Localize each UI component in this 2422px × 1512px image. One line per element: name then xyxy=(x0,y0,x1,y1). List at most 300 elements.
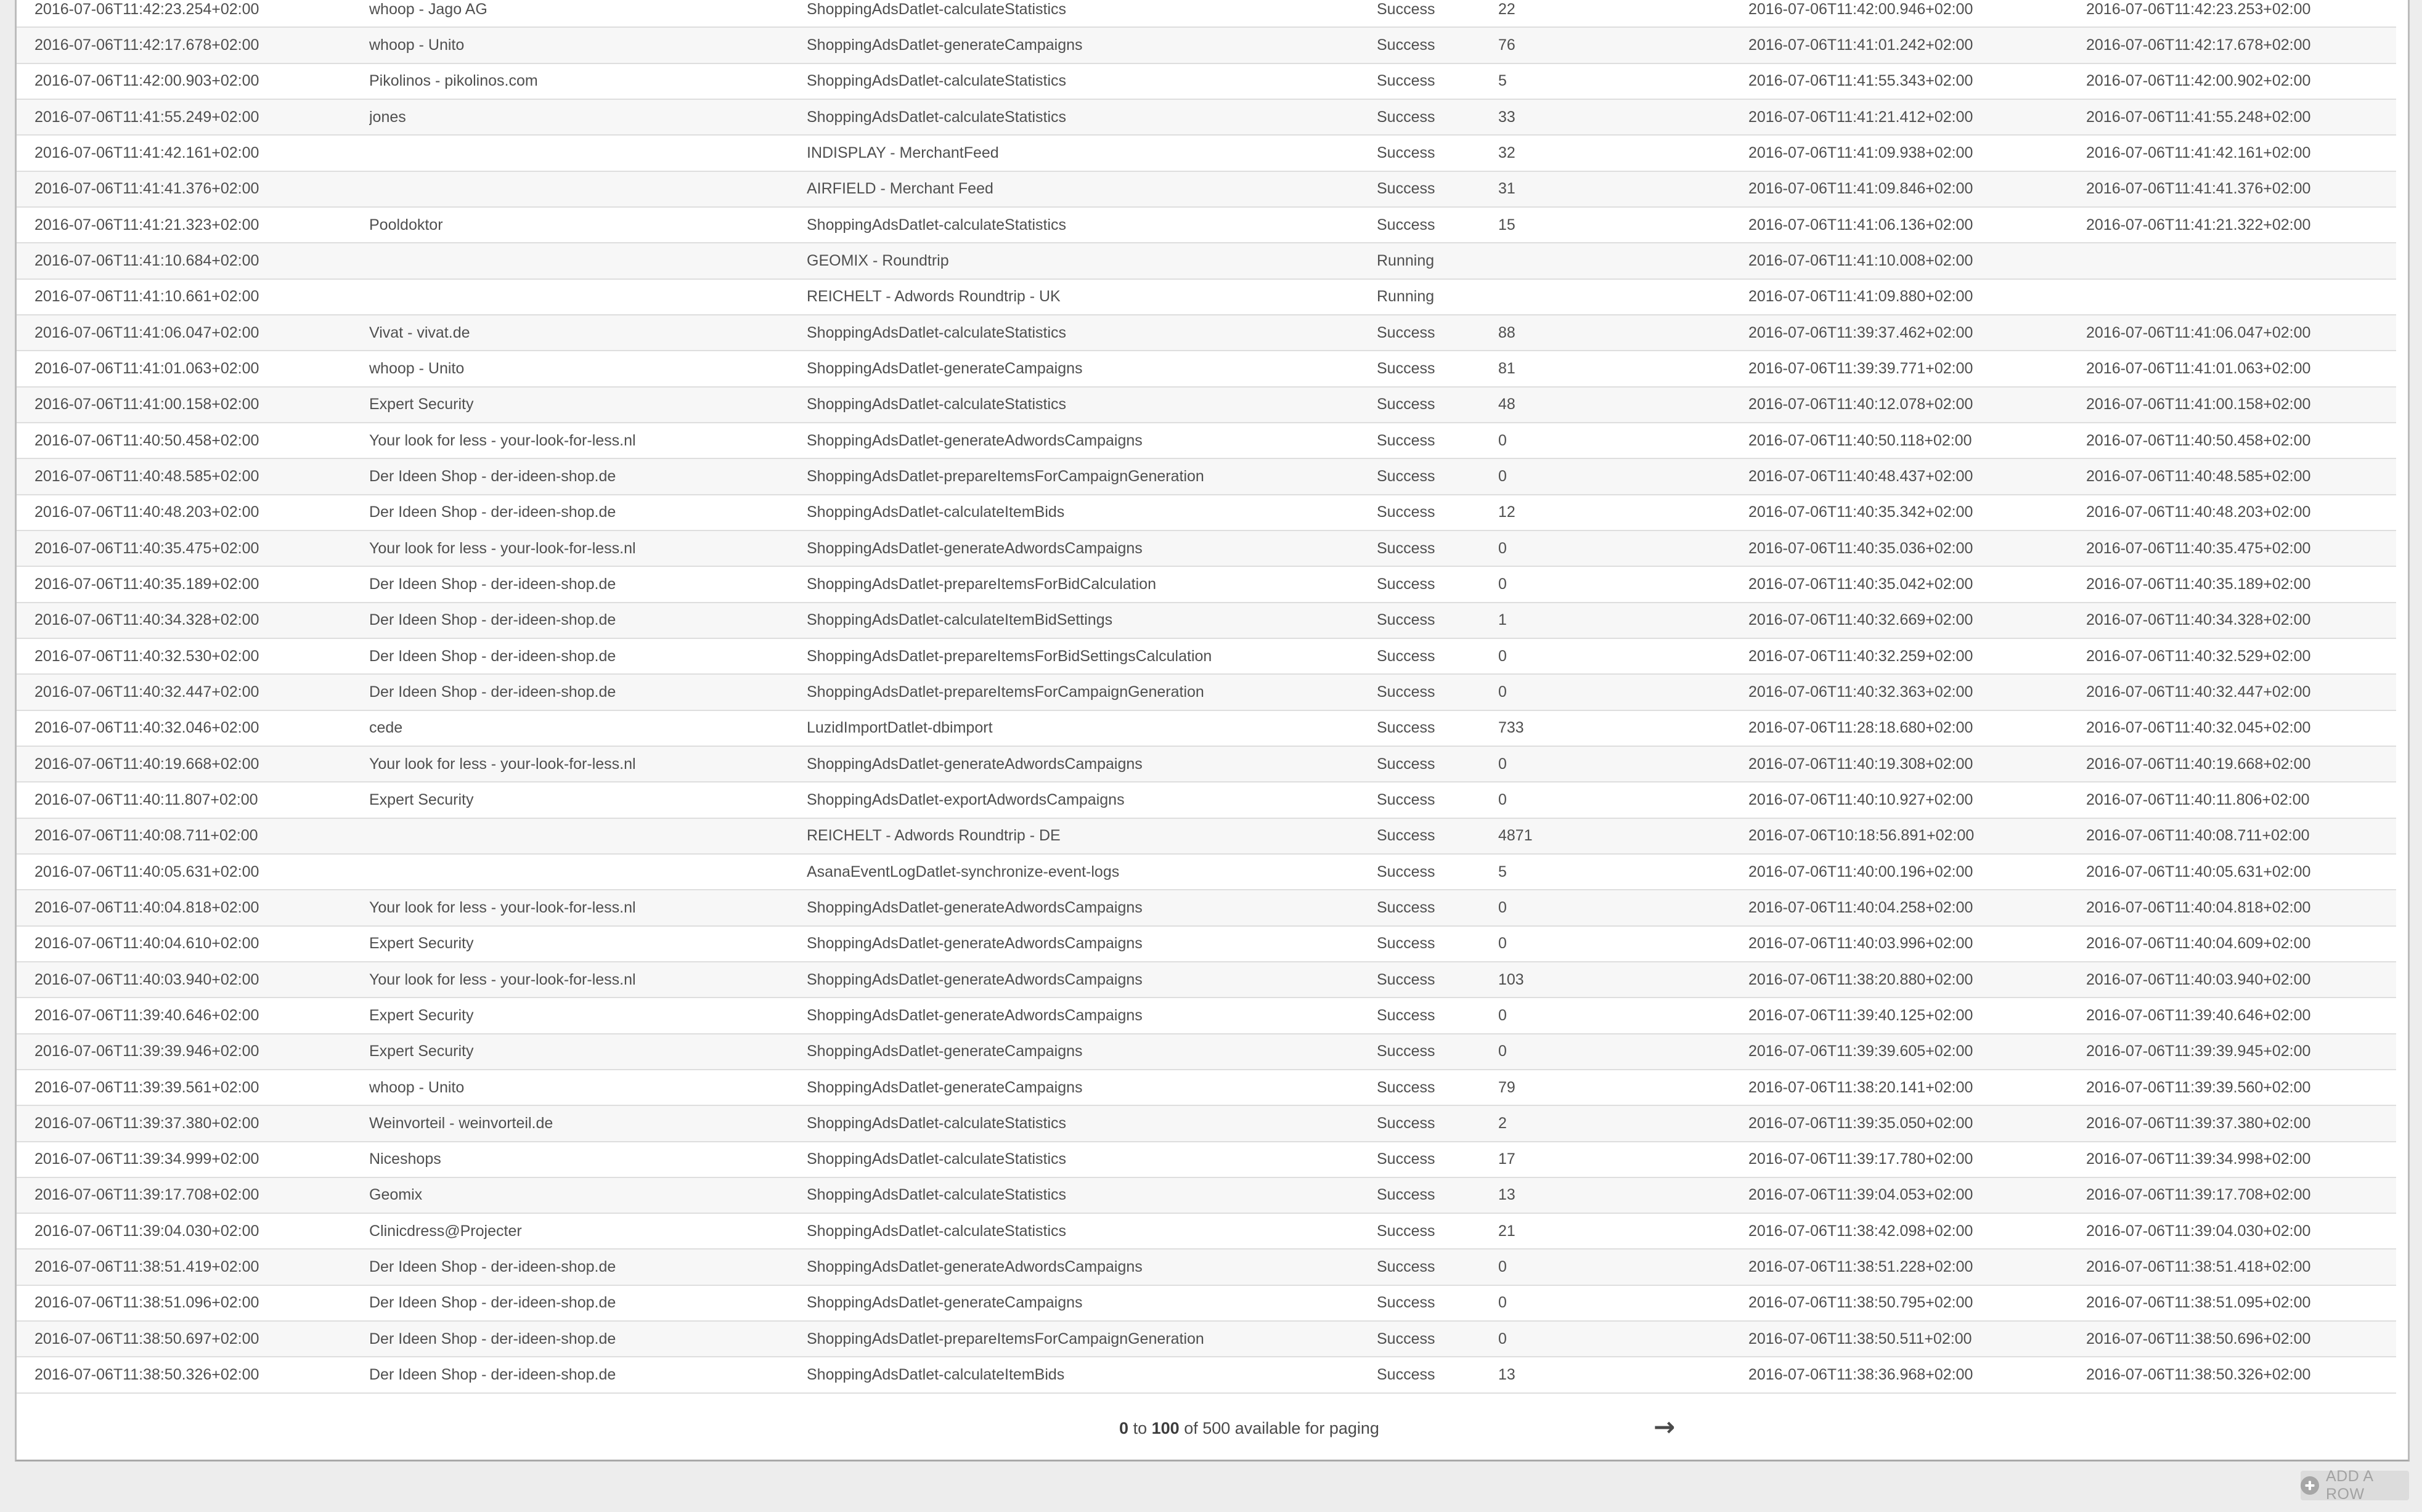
cell-status: Success xyxy=(1377,970,1435,988)
cell-start-time: 2016-07-06T11:40:48.437+02:00 xyxy=(1748,467,1973,485)
cell-count: 0 xyxy=(1498,1294,1507,1312)
cell-name: Your look for less - your-look-for-less.nl xyxy=(369,539,636,557)
cell-timestamp: 2016-07-06T11:41:10.661+02:00 xyxy=(35,288,259,306)
cell-task: ShoppingAdsDatlet-generateAdwordsCampaigns xyxy=(807,755,1143,773)
cell-status: Success xyxy=(1377,1078,1435,1096)
table-row[interactable] xyxy=(17,208,2396,243)
cell-name: whoop - Unito xyxy=(369,1078,465,1096)
table-row[interactable] xyxy=(17,603,2396,639)
cell-timestamp: 2016-07-06T11:42:23.254+02:00 xyxy=(35,0,259,18)
cell-timestamp: 2016-07-06T11:40:48.203+02:00 xyxy=(35,503,259,521)
table-row[interactable] xyxy=(17,890,2396,926)
table-row[interactable] xyxy=(17,1286,2396,1322)
cell-task: GEOMIX - Roundtrip xyxy=(807,251,949,269)
cell-status: Success xyxy=(1377,359,1435,377)
cell-name: Pooldoktor xyxy=(369,216,443,234)
cell-count: 48 xyxy=(1498,396,1515,413)
cell-end-time: 2016-07-06T11:42:17.678+02:00 xyxy=(2086,36,2311,54)
cell-count: 0 xyxy=(1498,467,1507,485)
cell-end-time: 2016-07-06T11:40:34.328+02:00 xyxy=(2086,611,2311,629)
table-row[interactable] xyxy=(17,351,2396,387)
cell-timestamp: 2016-07-06T11:40:04.818+02:00 xyxy=(35,898,259,916)
table-row[interactable] xyxy=(17,1322,2396,1357)
cell-task: ShoppingAdsDatlet-calculateStatistics xyxy=(807,1222,1067,1240)
cell-count: 32 xyxy=(1498,144,1515,161)
table-row[interactable] xyxy=(17,675,2396,710)
cell-task: INDISPLAY - MerchantFeed xyxy=(807,144,999,161)
cell-start-time: 2016-07-06T11:41:10.008+02:00 xyxy=(1748,251,1973,269)
cell-start-time: 2016-07-06T11:40:35.036+02:00 xyxy=(1748,539,1973,557)
cell-task: ShoppingAdsDatlet-prepareItemsForBidSettingsCalculation xyxy=(807,647,1212,665)
cell-task: ShoppingAdsDatlet-calculateItemBidSettings xyxy=(807,611,1113,629)
cell-task: AsanaEventLogDatlet-synchronize-event-logs xyxy=(807,863,1120,880)
cell-status: Success xyxy=(1377,180,1435,198)
cell-status: Running xyxy=(1377,288,1435,306)
cell-end-time: 2016-07-06T11:39:40.646+02:00 xyxy=(2086,1006,2311,1024)
cell-count: 5 xyxy=(1498,863,1507,880)
cell-start-time: 2016-07-06T11:40:04.258+02:00 xyxy=(1748,898,1973,916)
cell-name: jones xyxy=(369,108,406,126)
cell-status: Success xyxy=(1377,647,1435,665)
cell-status: Success xyxy=(1377,863,1435,880)
cell-task: ShoppingAdsDatlet-exportAdwordsCampaigns xyxy=(807,791,1125,808)
cell-task: ShoppingAdsDatlet-generateAdwordsCampaigns xyxy=(807,970,1143,988)
cell-count: 12 xyxy=(1498,503,1515,521)
table-row[interactable] xyxy=(17,280,2396,315)
cell-start-time: 2016-07-06T11:39:17.780+02:00 xyxy=(1748,1150,1973,1168)
table-row[interactable] xyxy=(17,782,2396,818)
cell-start-time: 2016-07-06T11:39:35.050+02:00 xyxy=(1748,1114,1973,1132)
cell-status: Success xyxy=(1377,898,1435,916)
cell-count: 2 xyxy=(1498,1114,1507,1132)
cell-count: 0 xyxy=(1498,935,1507,953)
cell-name: Expert Security xyxy=(369,935,474,953)
cell-status: Success xyxy=(1377,1043,1435,1060)
cell-timestamp: 2016-07-06T11:40:35.475+02:00 xyxy=(35,539,259,557)
cell-end-time: 2016-07-06T11:40:35.475+02:00 xyxy=(2086,539,2311,557)
cell-start-time: 2016-07-06T11:41:55.343+02:00 xyxy=(1748,72,1973,90)
cell-end-time: 2016-07-06T11:40:05.631+02:00 xyxy=(2086,863,2311,880)
cell-status: Success xyxy=(1377,72,1435,90)
cell-end-time: 2016-07-06T11:39:04.030+02:00 xyxy=(2086,1222,2311,1240)
cell-count: 103 xyxy=(1498,970,1524,988)
cell-end-time: 2016-07-06T11:39:34.998+02:00 xyxy=(2086,1150,2311,1168)
cell-end-time: 2016-07-06T11:39:17.708+02:00 xyxy=(2086,1186,2311,1204)
cell-timestamp: 2016-07-06T11:39:04.030+02:00 xyxy=(35,1222,259,1240)
cell-start-time: 2016-07-06T11:41:21.412+02:00 xyxy=(1748,108,1973,126)
cell-start-time: 2016-07-06T11:40:32.259+02:00 xyxy=(1748,647,1973,665)
plus-circle-icon xyxy=(2301,1476,2319,1495)
cell-status: Success xyxy=(1377,1222,1435,1240)
cell-timestamp: 2016-07-06T11:40:32.530+02:00 xyxy=(35,647,259,665)
cell-timestamp: 2016-07-06T11:40:03.940+02:00 xyxy=(35,970,259,988)
cell-count: 0 xyxy=(1498,755,1507,773)
cell-name: Pikolinos - pikolinos.com xyxy=(369,72,538,90)
cell-timestamp: 2016-07-06T11:39:40.646+02:00 xyxy=(35,1006,259,1024)
cell-count: 733 xyxy=(1498,719,1524,737)
cell-status: Success xyxy=(1377,575,1435,593)
cell-count: 5 xyxy=(1498,72,1507,90)
cell-task: ShoppingAdsDatlet-generateAdwordsCampaigns xyxy=(807,1258,1143,1276)
cell-name: whoop - Unito xyxy=(369,36,465,54)
cell-end-time: 2016-07-06T11:40:19.668+02:00 xyxy=(2086,755,2311,773)
cell-status: Success xyxy=(1377,791,1435,808)
cell-timestamp: 2016-07-06T11:39:34.999+02:00 xyxy=(35,1150,259,1168)
cell-task: ShoppingAdsDatlet-calculateStatistics xyxy=(807,323,1067,341)
cell-name: Your look for less - your-look-for-less.nl xyxy=(369,970,636,988)
cell-task: ShoppingAdsDatlet-prepareItemsForCampaignGeneration xyxy=(807,683,1204,701)
cell-timestamp: 2016-07-06T11:41:55.249+02:00 xyxy=(35,108,259,126)
cell-start-time: 2016-07-06T11:42:00.946+02:00 xyxy=(1748,0,1973,18)
table-row[interactable] xyxy=(17,1034,2396,1070)
cell-end-time: 2016-07-06T11:41:01.063+02:00 xyxy=(2086,359,2311,377)
cell-name: Expert Security xyxy=(369,396,474,413)
cell-start-time: 2016-07-06T11:41:09.938+02:00 xyxy=(1748,144,1973,161)
table-row[interactable] xyxy=(17,28,2396,63)
cell-end-time: 2016-07-06T11:40:04.609+02:00 xyxy=(2086,935,2311,953)
cell-start-time: 2016-07-06T11:40:32.669+02:00 xyxy=(1748,611,1973,629)
cell-timestamp: 2016-07-06T11:40:34.328+02:00 xyxy=(35,611,259,629)
cell-timestamp: 2016-07-06T11:42:00.903+02:00 xyxy=(35,72,259,90)
cell-start-time: 2016-07-06T11:28:18.680+02:00 xyxy=(1748,719,1973,737)
cell-task: ShoppingAdsDatlet-generateAdwordsCampaigns xyxy=(807,935,1143,953)
table-row[interactable] xyxy=(17,567,2396,603)
cell-end-time: 2016-07-06T11:42:23.253+02:00 xyxy=(2086,0,2311,18)
table-row[interactable] xyxy=(17,855,2396,890)
cell-start-time: 2016-07-06T11:39:39.605+02:00 xyxy=(1748,1043,1973,1060)
next-page-arrow-icon[interactable]: → xyxy=(1653,1412,1676,1442)
cell-status: Success xyxy=(1377,827,1435,845)
cell-end-time: 2016-07-06T11:40:35.189+02:00 xyxy=(2086,575,2311,593)
cell-name: Your look for less - your-look-for-less.nl xyxy=(369,755,636,773)
cell-name: Niceshops xyxy=(369,1150,441,1168)
cell-count: 0 xyxy=(1498,539,1507,557)
cell-task: ShoppingAdsDatlet-prepareItemsForBidCalculation xyxy=(807,575,1156,593)
cell-status: Success xyxy=(1377,396,1435,413)
table-row[interactable] xyxy=(17,64,2396,100)
table-row[interactable] xyxy=(17,243,2396,279)
cell-start-time: 2016-07-06T11:38:36.968+02:00 xyxy=(1748,1366,1973,1384)
cell-timestamp: 2016-07-06T11:38:50.697+02:00 xyxy=(35,1330,259,1347)
cell-start-time: 2016-07-06T11:41:01.242+02:00 xyxy=(1748,36,1973,54)
cell-name: Expert Security xyxy=(369,791,474,808)
cell-end-time: 2016-07-06T11:39:39.945+02:00 xyxy=(2086,1043,2311,1060)
cell-end-time: 2016-07-06T11:41:06.047+02:00 xyxy=(2086,323,2311,341)
cell-name: Weinvorteil - weinvorteil.de xyxy=(369,1114,553,1132)
cell-timestamp: 2016-07-06T11:38:51.419+02:00 xyxy=(35,1258,259,1276)
cell-timestamp: 2016-07-06T11:40:05.631+02:00 xyxy=(35,863,259,880)
cell-timestamp: 2016-07-06T11:40:32.046+02:00 xyxy=(35,719,259,737)
cell-end-time: 2016-07-06T11:41:42.161+02:00 xyxy=(2086,144,2311,161)
cell-count: 15 xyxy=(1498,216,1515,234)
cell-timestamp: 2016-07-06T11:38:51.096+02:00 xyxy=(35,1294,259,1312)
table-row[interactable] xyxy=(17,1178,2396,1214)
cell-timestamp: 2016-07-06T11:39:39.946+02:00 xyxy=(35,1043,259,1060)
cell-start-time: 2016-07-06T11:38:50.511+02:00 xyxy=(1748,1330,1972,1347)
table-row[interactable] xyxy=(17,927,2396,962)
table-row[interactable] xyxy=(17,1106,2396,1142)
pagination-bar xyxy=(17,1410,2408,1447)
table-row[interactable] xyxy=(17,711,2396,747)
cell-end-time: 2016-07-06T11:40:32.447+02:00 xyxy=(2086,683,2311,701)
cell-status: Success xyxy=(1377,108,1435,126)
cell-name: Der Ideen Shop - der-ideen-shop.de xyxy=(369,1294,616,1312)
cell-timestamp: 2016-07-06T11:40:48.585+02:00 xyxy=(35,467,259,485)
cell-start-time: 2016-07-06T11:38:50.795+02:00 xyxy=(1748,1294,1973,1312)
table-row[interactable] xyxy=(17,1070,2396,1106)
cell-end-time: 2016-07-06T11:40:04.818+02:00 xyxy=(2086,898,2311,916)
cell-start-time: 2016-07-06T11:41:09.880+02:00 xyxy=(1748,288,1973,306)
cell-status: Success xyxy=(1377,431,1435,449)
cell-name: Your look for less - your-look-for-less.nl xyxy=(369,898,636,916)
cell-task: ShoppingAdsDatlet-generateCampaigns xyxy=(807,359,1083,377)
cell-name: Der Ideen Shop - der-ideen-shop.de xyxy=(369,1330,616,1347)
cell-count: 81 xyxy=(1498,359,1515,377)
cell-start-time: 2016-07-06T11:40:32.363+02:00 xyxy=(1748,683,1973,701)
cell-status: Success xyxy=(1377,683,1435,701)
cell-start-time: 2016-07-06T11:40:12.078+02:00 xyxy=(1748,396,1973,413)
cell-start-time: 2016-07-06T11:39:37.462+02:00 xyxy=(1748,323,1973,341)
cell-count: 0 xyxy=(1498,791,1507,808)
cell-status: Success xyxy=(1377,144,1435,161)
cell-start-time: 2016-07-06T11:41:09.846+02:00 xyxy=(1748,180,1973,198)
job-log-table xyxy=(15,0,2410,1461)
cell-count: 0 xyxy=(1498,898,1507,916)
table-row[interactable] xyxy=(17,459,2396,495)
cell-task: ShoppingAdsDatlet-generateCampaigns xyxy=(807,1294,1083,1312)
cell-timestamp: 2016-07-06T11:40:32.447+02:00 xyxy=(35,683,259,701)
cell-task: ShoppingAdsDatlet-calculateStatistics xyxy=(807,108,1067,126)
table-row[interactable] xyxy=(17,0,2396,28)
cell-status: Success xyxy=(1377,1006,1435,1024)
cell-end-time: 2016-07-06T11:42:00.902+02:00 xyxy=(2086,72,2311,90)
table-row[interactable] xyxy=(17,819,2396,855)
cell-end-time: 2016-07-06T11:40:48.585+02:00 xyxy=(2086,467,2311,485)
cell-task: REICHELT - Adwords Roundtrip - UK xyxy=(807,288,1061,306)
cell-count: 17 xyxy=(1498,1150,1515,1168)
cell-timestamp: 2016-07-06T11:41:21.323+02:00 xyxy=(35,216,259,234)
cell-name: Der Ideen Shop - der-ideen-shop.de xyxy=(369,467,616,485)
table-row[interactable] xyxy=(17,998,2396,1034)
cell-timestamp: 2016-07-06T11:41:06.047+02:00 xyxy=(35,323,259,341)
table-body xyxy=(17,0,2408,1394)
cell-count: 22 xyxy=(1498,0,1515,18)
cell-timestamp: 2016-07-06T11:41:42.161+02:00 xyxy=(35,144,259,161)
cell-name: Vivat - vivat.de xyxy=(369,323,470,341)
cell-count: 33 xyxy=(1498,108,1515,126)
table-row[interactable] xyxy=(17,639,2396,675)
cell-end-time: 2016-07-06T11:40:48.203+02:00 xyxy=(2086,503,2311,521)
table-row[interactable] xyxy=(17,1142,2396,1178)
cell-name: Der Ideen Shop - der-ideen-shop.de xyxy=(369,503,616,521)
cell-task: ShoppingAdsDatlet-calculateItemBids xyxy=(807,503,1065,521)
cell-end-time: 2016-07-06T11:39:37.380+02:00 xyxy=(2086,1114,2311,1132)
cell-count: 4871 xyxy=(1498,827,1533,845)
pagination-from: 0 xyxy=(1119,1419,1129,1437)
cell-name: Der Ideen Shop - der-ideen-shop.de xyxy=(369,1258,616,1276)
cell-end-time: 2016-07-06T11:41:41.376+02:00 xyxy=(2086,180,2311,198)
cell-name: Der Ideen Shop - der-ideen-shop.de xyxy=(369,1366,616,1384)
table-row[interactable] xyxy=(17,100,2396,136)
cell-start-time: 2016-07-06T11:40:00.196+02:00 xyxy=(1748,863,1973,880)
cell-task: ShoppingAdsDatlet-prepareItemsForCampaignGeneration xyxy=(807,1330,1204,1347)
cell-timestamp: 2016-07-06T11:40:04.610+02:00 xyxy=(35,935,259,953)
cell-status: Success xyxy=(1377,0,1435,18)
cell-status: Success xyxy=(1377,539,1435,557)
cell-count: 13 xyxy=(1498,1366,1515,1384)
cell-start-time: 2016-07-06T11:40:03.996+02:00 xyxy=(1748,935,1973,953)
pagination-summary xyxy=(1119,1410,1379,1447)
cell-timestamp: 2016-07-06T11:40:19.668+02:00 xyxy=(35,755,259,773)
table-row[interactable] xyxy=(17,962,2396,998)
cell-status: Success xyxy=(1377,503,1435,521)
table-row[interactable] xyxy=(17,388,2396,423)
cell-status: Success xyxy=(1377,611,1435,629)
table-row[interactable] xyxy=(17,495,2396,531)
cell-start-time: 2016-07-06T11:38:20.141+02:00 xyxy=(1748,1078,1973,1096)
cell-timestamp: 2016-07-06T11:39:17.708+02:00 xyxy=(35,1186,259,1204)
cell-end-time: 2016-07-06T11:40:08.711+02:00 xyxy=(2086,827,2310,845)
cell-start-time: 2016-07-06T11:40:19.308+02:00 xyxy=(1748,755,1973,773)
table-row[interactable] xyxy=(17,136,2396,171)
cell-timestamp: 2016-07-06T11:38:50.326+02:00 xyxy=(35,1366,259,1384)
cell-timestamp: 2016-07-06T11:40:50.458+02:00 xyxy=(35,431,259,449)
cell-count: 13 xyxy=(1498,1186,1515,1204)
cell-task: ShoppingAdsDatlet-generateAdwordsCampaigns xyxy=(807,431,1143,449)
cell-start-time: 2016-07-06T10:18:56.891+02:00 xyxy=(1748,827,1975,845)
cell-status: Success xyxy=(1377,216,1435,234)
cell-timestamp: 2016-07-06T11:40:35.189+02:00 xyxy=(35,575,259,593)
cell-status: Success xyxy=(1377,1150,1435,1168)
cell-status: Success xyxy=(1377,36,1435,54)
cell-count: 1 xyxy=(1498,611,1507,629)
cell-count: 21 xyxy=(1498,1222,1515,1240)
cell-end-time: 2016-07-06T11:40:11.806+02:00 xyxy=(2086,791,2310,808)
cell-start-time: 2016-07-06T11:40:35.042+02:00 xyxy=(1748,575,1973,593)
cell-name: whoop - Unito xyxy=(369,359,465,377)
cell-name: Expert Security xyxy=(369,1006,474,1024)
cell-end-time: 2016-07-06T11:38:51.418+02:00 xyxy=(2086,1258,2311,1276)
cell-name: Der Ideen Shop - der-ideen-shop.de xyxy=(369,575,616,593)
cell-timestamp: 2016-07-06T11:41:10.684+02:00 xyxy=(35,251,259,269)
cell-task: ShoppingAdsDatlet-calculateStatistics xyxy=(807,1150,1067,1168)
cell-name: whoop - Jago AG xyxy=(369,0,487,18)
table-row[interactable] xyxy=(17,1250,2396,1285)
table-row[interactable] xyxy=(17,315,2396,351)
cell-timestamp: 2016-07-06T11:41:00.158+02:00 xyxy=(35,396,259,413)
table-row[interactable] xyxy=(17,531,2396,567)
cell-status: Success xyxy=(1377,935,1435,953)
cell-count: 0 xyxy=(1498,431,1507,449)
table-row[interactable] xyxy=(17,172,2396,208)
table-row[interactable] xyxy=(17,1214,2396,1250)
cell-end-time: 2016-07-06T11:41:00.158+02:00 xyxy=(2086,396,2311,413)
cell-status: Success xyxy=(1377,719,1435,737)
cell-task: ShoppingAdsDatlet-calculateItemBids xyxy=(807,1366,1065,1384)
cell-end-time: 2016-07-06T11:38:50.696+02:00 xyxy=(2086,1330,2311,1347)
cell-task: ShoppingAdsDatlet-calculateStatistics xyxy=(807,216,1067,234)
cell-end-time: 2016-07-06T11:39:39.560+02:00 xyxy=(2086,1078,2311,1096)
cell-start-time: 2016-07-06T11:39:40.125+02:00 xyxy=(1748,1006,1973,1024)
cell-status: Success xyxy=(1377,1366,1435,1384)
cell-count: 0 xyxy=(1498,1330,1507,1347)
table-row[interactable] xyxy=(17,423,2396,459)
cell-task: ShoppingAdsDatlet-generateAdwordsCampaigns xyxy=(807,898,1143,916)
cell-end-time: 2016-07-06T11:40:50.458+02:00 xyxy=(2086,431,2311,449)
cell-task: ShoppingAdsDatlet-prepareItemsForCampaignGeneration xyxy=(807,467,1204,485)
cell-count: 0 xyxy=(1498,647,1507,665)
cell-start-time: 2016-07-06T11:38:51.228+02:00 xyxy=(1748,1258,1973,1276)
cell-name: Der Ideen Shop - der-ideen-shop.de xyxy=(369,611,616,629)
cell-start-time: 2016-07-06T11:40:10.927+02:00 xyxy=(1748,791,1973,808)
cell-name: Expert Security xyxy=(369,1043,474,1060)
cell-task: REICHELT - Adwords Roundtrip - DE xyxy=(807,827,1061,845)
cell-start-time: 2016-07-06T11:39:39.771+02:00 xyxy=(1748,359,1973,377)
cell-start-time: 2016-07-06T11:41:06.136+02:00 xyxy=(1748,216,1973,234)
cell-name: Clinicdress@Projecter xyxy=(369,1222,522,1240)
cell-count: 0 xyxy=(1498,1043,1507,1060)
cell-name: cede xyxy=(369,719,403,737)
cell-task: ShoppingAdsDatlet-generateCampaigns xyxy=(807,1078,1083,1096)
cell-task: ShoppingAdsDatlet-calculateStatistics xyxy=(807,396,1067,413)
cell-task: AIRFIELD - Merchant Feed xyxy=(807,180,993,198)
cell-status: Success xyxy=(1377,1294,1435,1312)
cell-name: Geomix xyxy=(369,1186,423,1204)
cell-status: Success xyxy=(1377,1330,1435,1347)
cell-status: Success xyxy=(1377,1186,1435,1204)
add-a-row-button[interactable] xyxy=(2301,1468,2409,1503)
cell-end-time: 2016-07-06T11:40:32.529+02:00 xyxy=(2086,647,2311,665)
cell-task: LuzidImportDatlet-dbimport xyxy=(807,719,993,737)
cell-timestamp: 2016-07-06T11:39:39.561+02:00 xyxy=(35,1078,259,1096)
add-a-row-label: ADD A ROW xyxy=(2326,1468,2373,1503)
cell-end-time: 2016-07-06T11:38:50.326+02:00 xyxy=(2086,1366,2311,1384)
cell-timestamp: 2016-07-06T11:42:17.678+02:00 xyxy=(35,36,259,54)
pagination-to-word: to xyxy=(1133,1419,1148,1437)
cell-end-time: 2016-07-06T11:40:03.940+02:00 xyxy=(2086,970,2311,988)
cell-count: 0 xyxy=(1498,1258,1507,1276)
pagination-suffix: of 500 available for paging xyxy=(1184,1419,1379,1437)
cell-start-time: 2016-07-06T11:39:04.053+02:00 xyxy=(1748,1186,1973,1204)
cell-status: Success xyxy=(1377,467,1435,485)
cell-task: ShoppingAdsDatlet-calculateStatistics xyxy=(807,72,1067,90)
cell-task: ShoppingAdsDatlet-generateAdwordsCampaigns xyxy=(807,1006,1143,1024)
cell-task: ShoppingAdsDatlet-generateAdwordsCampaigns xyxy=(807,539,1143,557)
cell-end-time: 2016-07-06T11:40:32.045+02:00 xyxy=(2086,719,2311,737)
cell-count: 76 xyxy=(1498,36,1515,54)
pagination-to: 100 xyxy=(1151,1419,1180,1437)
cell-status: Success xyxy=(1377,1114,1435,1132)
table-row[interactable] xyxy=(17,1357,2396,1393)
cell-end-time: 2016-07-06T11:41:21.322+02:00 xyxy=(2086,216,2311,234)
cell-name: Der Ideen Shop - der-ideen-shop.de xyxy=(369,647,616,665)
cell-timestamp: 2016-07-06T11:40:08.711+02:00 xyxy=(35,827,258,845)
cell-count: 88 xyxy=(1498,323,1515,341)
cell-name: Der Ideen Shop - der-ideen-shop.de xyxy=(369,683,616,701)
table-row[interactable] xyxy=(17,747,2396,782)
cell-start-time: 2016-07-06T11:38:20.880+02:00 xyxy=(1748,970,1973,988)
cell-count: 31 xyxy=(1498,180,1515,198)
cell-task: ShoppingAdsDatlet-calculateStatistics xyxy=(807,0,1067,18)
cell-status: Success xyxy=(1377,1258,1435,1276)
cell-name: Your look for less - your-look-for-less.nl xyxy=(369,431,636,449)
cell-timestamp: 2016-07-06T11:41:41.376+02:00 xyxy=(35,180,259,198)
cell-task: ShoppingAdsDatlet-calculateStatistics xyxy=(807,1114,1067,1132)
cell-timestamp: 2016-07-06T11:40:11.807+02:00 xyxy=(35,791,258,808)
cell-end-time: 2016-07-06T11:38:51.095+02:00 xyxy=(2086,1294,2311,1312)
cell-count: 0 xyxy=(1498,683,1507,701)
cell-status: Running xyxy=(1377,251,1435,269)
